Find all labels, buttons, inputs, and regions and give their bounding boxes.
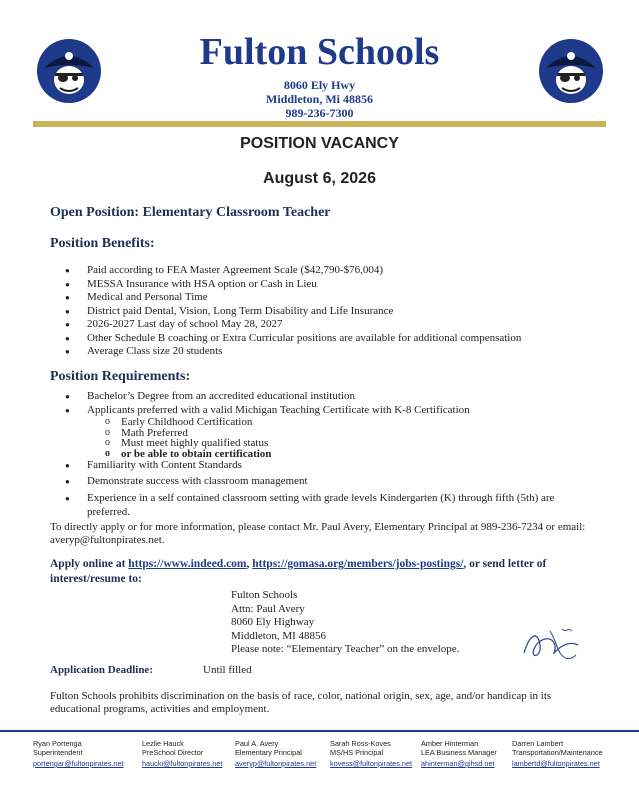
footer-divider xyxy=(0,730,639,732)
staff-email-link[interactable]: portengar@fultonpirates.net xyxy=(33,759,124,768)
benefit-item: ● Other Schedule B coaching or Extra Curricular positions are available for additional compensation xyxy=(65,332,521,346)
staff-contact xyxy=(33,740,128,769)
deadline-value: Until filled xyxy=(203,664,252,676)
staff-contact xyxy=(512,740,612,769)
benefit-item: ● District paid Dental, Vision, Long Term Disability and Life Insurance xyxy=(65,305,521,319)
sub-requirement: o Must meet highly qualified status xyxy=(105,438,557,449)
staff-contact xyxy=(330,740,425,769)
address-line: Attn: Paul Avery xyxy=(231,602,305,615)
school-name: Fulton Schools xyxy=(199,31,440,73)
address-line: Fulton Schools xyxy=(231,589,298,601)
address-line-2: Middleton, Mi 48856 xyxy=(266,92,373,106)
staff-name: Amber Hinterman xyxy=(421,739,479,748)
benefit-item: ● 2026-2027 Last day of school May 28, 2027 xyxy=(65,318,521,332)
staff-title: PreSchool Director xyxy=(142,747,204,757)
signature-icon xyxy=(520,623,582,667)
staff-contact xyxy=(142,740,237,769)
address-line: Please note: “Elementary Teacher” on the envelope. xyxy=(231,643,460,655)
staff-email-link[interactable]: lambertd@fultonpirates.net xyxy=(512,759,600,768)
address-line: Middleton, MI 48856 xyxy=(231,629,327,642)
staff-email-link[interactable]: kovess@fultonpirates.net xyxy=(330,759,413,768)
benefits-list xyxy=(65,264,521,359)
staff-email-link[interactable]: averyp@fultonpirates.net xyxy=(235,759,317,768)
requirements-list xyxy=(65,390,557,519)
sub-requirement: o or be able to obtain certification xyxy=(105,449,557,460)
requirements-heading: Position Requirements: xyxy=(50,369,191,384)
posting-date: August 6, 2026 xyxy=(263,170,376,187)
staff-email-link[interactable]: ahinterman@gihsd.net xyxy=(421,759,495,768)
staff-name: Sarah Ross-Koves xyxy=(330,739,391,748)
staff-contact xyxy=(235,740,330,769)
staff-name: Ryan Portenga xyxy=(33,739,82,748)
apply-comma: , xyxy=(246,558,253,570)
header-divider xyxy=(33,121,606,127)
apply-prefix: Apply online at xyxy=(50,558,129,570)
benefit-item: ● MESSA Insurance with HSA option or Cash in Lieu xyxy=(65,278,521,292)
requirement-item: ● Familiarity with Content Standards xyxy=(65,459,557,473)
apply-suffix: , or send letter of interest/resume to: xyxy=(50,558,547,585)
staff-name: Lezlie Hauck xyxy=(142,739,184,748)
requirement-item: ● Demonstrate success with classroom management xyxy=(65,475,557,489)
contact-paragraph: To directly apply or for more information, please contact Mr. Paul Avery, Elementary Principal at 989-236-7234 or email: averyp@fultonpirates.net. xyxy=(50,521,586,546)
staff-title: MS/HS Principal xyxy=(330,747,384,757)
deadline-label: Application Deadline: xyxy=(50,664,153,676)
gomasa-link[interactable]: https://gomasa.org/members/jobs-postings/ xyxy=(252,558,464,570)
phone-number: 989-236-7300 xyxy=(285,106,354,120)
staff-name: Darren Lambert xyxy=(512,739,564,748)
indeed-link[interactable]: https://www.indeed.com xyxy=(128,558,247,570)
apply-instructions xyxy=(50,557,610,587)
certification-sublist xyxy=(105,417,557,459)
requirement-item: ● Bachelor’s Degree from an accredited educational institution xyxy=(65,390,557,404)
mailing-address xyxy=(231,589,459,657)
benefit-item: ● Paid according to FEA Master Agreement Scale ($42,790-$76,004) xyxy=(65,264,521,278)
vacancy-heading: POSITION VACANCY xyxy=(240,135,399,152)
requirement-item xyxy=(65,404,557,460)
sub-requirement: o Math Preferred xyxy=(105,428,557,439)
benefit-item: ● Average Class size 20 students xyxy=(65,345,521,359)
sub-requirement: o Early Childhood Certification xyxy=(105,417,557,428)
open-position-heading: Open Position: Elementary Classroom Teacher xyxy=(50,205,331,220)
staff-email-link[interactable]: haucki@fultonpirates.net xyxy=(142,759,223,768)
requirement-text: Applicants preferred with a valid Michigan Teaching Certificate with K-8 Certification xyxy=(87,403,470,416)
address-line-1: 8060 Ely Hwy xyxy=(283,78,356,92)
nondiscrimination-statement: Fulton Schools prohibits discrimination on the basis of race, color, national origin, sex, age, and/or handicap in its educational programs, activities and employment. xyxy=(50,690,552,715)
staff-title: Transportation/Maintenance xyxy=(512,747,603,757)
staff-title: LEA Business Manager xyxy=(421,747,497,757)
staff-title: Elementary Principal xyxy=(235,747,302,757)
benefits-heading: Position Benefits: xyxy=(50,236,155,251)
staff-title: Superintendent xyxy=(33,747,83,757)
staff-name: Paul A. Avery xyxy=(235,739,279,748)
benefit-item: ● Medical and Personal Time xyxy=(65,291,521,305)
staff-contact xyxy=(421,740,516,769)
requirement-item: ● Experience in a self contained classroom setting with grade levels Kindergarten (K) through fifth (5th) are preferred. xyxy=(65,492,557,519)
address-line: 8060 Ely Highway xyxy=(231,616,315,628)
